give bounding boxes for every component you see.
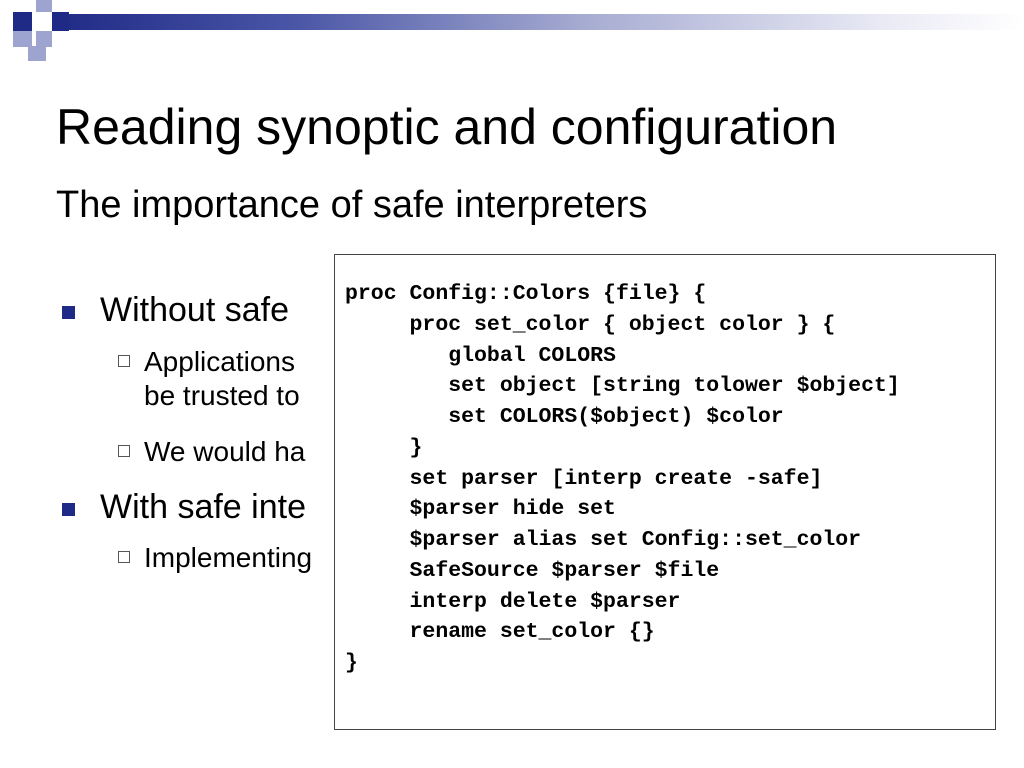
sub-bullet-text: Applications bbox=[144, 346, 295, 377]
sub-bullet-text: Implementing bbox=[144, 542, 313, 573]
code-line: } bbox=[345, 436, 423, 460]
code-line: set parser [interp create -safe] bbox=[345, 467, 823, 491]
code-line: interp delete $parser bbox=[345, 590, 681, 614]
hollow-square-bullet-icon bbox=[118, 551, 130, 563]
bullet-text: Without safe bbox=[100, 291, 289, 329]
header-square-light bbox=[36, 31, 52, 47]
bullet-text: With safe inte bbox=[100, 488, 306, 526]
code-line: proc set_color { object color } { bbox=[345, 313, 836, 337]
code-line: SafeSource $parser $file bbox=[345, 559, 720, 583]
sub-bullet-text: We would ha bbox=[144, 436, 306, 467]
hollow-square-bullet-icon bbox=[118, 445, 130, 457]
square-bullet-icon bbox=[62, 306, 75, 319]
code-line: $parser hide set bbox=[345, 497, 616, 521]
code-line: proc Config::Colors {file} { bbox=[345, 282, 707, 306]
header-square-light bbox=[13, 31, 32, 47]
slide-title: Reading synoptic and configuration bbox=[56, 99, 838, 155]
code-listing-box bbox=[334, 254, 996, 730]
hollow-square-bullet-icon bbox=[118, 355, 130, 367]
code-line: } bbox=[345, 651, 358, 675]
square-bullet-icon bbox=[62, 503, 75, 516]
slide-subtitle: The importance of safe interpreters bbox=[56, 184, 648, 226]
header-square-navy bbox=[52, 12, 69, 31]
header-gradient-bar bbox=[52, 14, 1024, 30]
header-square-navy bbox=[13, 12, 32, 31]
code-line: set object [string tolower $object] bbox=[345, 374, 900, 398]
code-line: set COLORS($object) $color bbox=[345, 405, 784, 429]
header-square-light bbox=[28, 46, 46, 61]
code-line: rename set_color {} bbox=[345, 620, 655, 644]
sub-bullet-text: be trusted to bbox=[144, 380, 300, 411]
code-line: $parser alias set Config::set_color bbox=[345, 528, 862, 552]
header-square-light bbox=[36, 0, 52, 12]
code-line: global COLORS bbox=[345, 344, 616, 368]
